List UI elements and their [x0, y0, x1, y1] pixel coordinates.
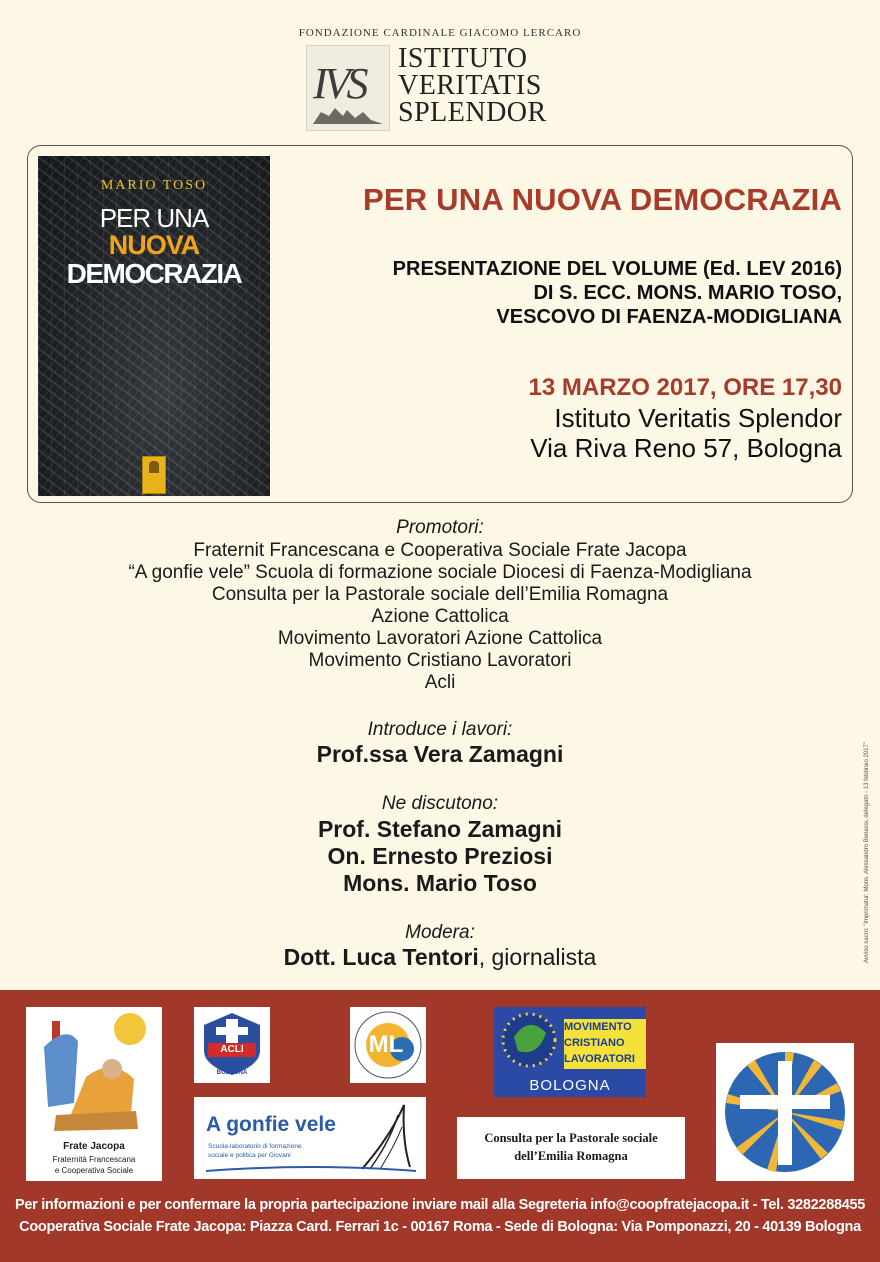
consulta-line-1: Consulta per la Pastorale sociale	[484, 1131, 658, 1145]
modera-label: Modera:	[405, 922, 475, 943]
camel-silhouette-icon	[307, 46, 389, 130]
moderator-role: , giornalista	[478, 944, 597, 970]
introduce-label: Introduce i lavori:	[367, 719, 513, 740]
foundation-name: FONDAZIONE CARDINALE GIACOMO LERCARO	[298, 27, 582, 39]
book-author: MARIO TOSO	[100, 178, 208, 193]
sailboat-icon	[194, 1097, 426, 1179]
mcl-line-3: LAVORATORI	[564, 1053, 635, 1065]
promoter-item: Azione Cattolica	[371, 606, 509, 627]
frate-jacopa-icon	[26, 1007, 162, 1137]
institute-name	[398, 45, 547, 126]
acli-name: ACLI	[220, 1044, 244, 1055]
institute-line-1: ISTITUTO	[398, 43, 528, 74]
mcl-city: BOLOGNA	[529, 1077, 611, 1094]
book-title-line-1: PER UNA	[99, 203, 209, 233]
institute-logo	[306, 45, 584, 129]
frate-jacopa-name: Frate Jacopa	[63, 1141, 125, 1152]
logo-azione-cattolica	[716, 1043, 854, 1181]
promoter-item: Consulta per la Pastorale sociale dell’Emilia Romagna	[211, 584, 669, 605]
gonfie-tagline-1: Scuola-laboratorio di formazione	[208, 1143, 302, 1150]
book-title-line-2: NUOVA	[108, 230, 200, 260]
logo-frate-jacopa	[26, 1007, 162, 1181]
book-title-line-3: DEMOCRAZIA	[66, 258, 242, 289]
promoter-item: Acli	[424, 672, 456, 693]
event-title: PER UNA NUOVA DEMOCRAZIA	[363, 182, 842, 217]
discutono-speaker: On. Ernesto Preziosi	[327, 843, 553, 869]
moderator-name: Dott. Luca Tentori	[283, 944, 479, 970]
gonfie-title: A gonfie vele	[206, 1113, 336, 1136]
ivs-monogram: IVS	[313, 59, 365, 108]
ivs-logo-mark	[306, 45, 390, 131]
footer-info-line: Per informazioni e per confermare la propria partecipazione inviare mail alla Segreteria info@coopfratejacopa.it - Tel. 3282288455	[14, 1197, 866, 1213]
discutono-label: Ne discutono:	[381, 793, 499, 814]
publisher-badge-icon	[142, 456, 166, 494]
frate-jacopa-line-3: e Cooperativa Sociale	[54, 1166, 134, 1175]
discutono-speaker: Prof. Stefano Zamagni	[317, 816, 563, 842]
logo-acli	[194, 1007, 270, 1083]
book-cover	[38, 156, 270, 496]
promoters-label: Promotori:	[396, 517, 484, 538]
frate-jacopa-line-2: Fraternità Francescana	[52, 1155, 136, 1164]
event-subtitle-line-3: VESCOVO DI FAENZA-MODIGLIANA	[496, 306, 842, 328]
logo-mlac	[350, 1007, 426, 1083]
mcl-line-1: MOVIMENTO	[564, 1021, 632, 1033]
acli-city: BOLOGNA	[216, 1070, 248, 1076]
mlac-monogram: ML	[368, 1031, 404, 1058]
promoter-item: “A gonfie vele” Scuola di formazione sociale Diocesi di Faenza-Modigliana	[128, 562, 752, 583]
promoters-list	[0, 540, 880, 694]
introduce-speaker: Prof.ssa Vera Zamagni	[316, 741, 564, 767]
consulta-line-2: dell’Emilia Romagna	[514, 1149, 628, 1163]
moderator-line	[0, 944, 880, 971]
institute-line-2: VERITATIS	[398, 70, 542, 101]
event-subtitle-line-2: DI S. ECC. MONS. MARIO TOSO,	[533, 282, 842, 304]
logo-mcl	[494, 1007, 646, 1097]
promoter-item: Movimento Cristiano Lavoratori	[308, 650, 572, 671]
imprimatur-note: Avviso sacro: "Imprimatur: Mons. Alessandro Benassi, delegato - 13 febbraio 2017"	[864, 742, 870, 963]
azione-cattolica-cross-icon	[716, 1043, 854, 1181]
mcl-globe-icon	[494, 1007, 564, 1073]
institute-line-3: SPLENDOR	[398, 97, 547, 128]
footer-band	[0, 990, 880, 1262]
venue-address: Via Riva Reno 57, Bologna	[530, 433, 842, 463]
mcl-title-panel	[564, 1019, 646, 1069]
event-subtitle-line-1: PRESENTAZIONE DEL VOLUME (Ed. LEV 2016)	[392, 258, 842, 280]
promoter-item: Movimento Lavoratori Azione Cattolica	[277, 628, 603, 649]
gonfie-tagline-2: sociale e politica per Giovani	[208, 1152, 291, 1159]
event-box	[27, 145, 853, 503]
discutono-speaker: Mons. Mario Toso	[343, 870, 537, 896]
event-datetime: 13 MARZO 2017, ORE 17,30	[528, 374, 842, 401]
promoter-item: Fraternit Francescana e Cooperativa Sociale Frate Jacopa	[193, 540, 687, 561]
logo-a-gonfie-vele	[194, 1097, 426, 1179]
footer-address-line: Cooperativa Sociale Frate Jacopa: Piazza Card. Ferrari 1c - 00167 Roma - Sede di Bologna: Via Pomponazzi, 20 - 40139 Bologna	[19, 1219, 861, 1235]
logo-consulta	[457, 1117, 685, 1179]
venue-name: Istituto Veritatis Splendor	[554, 403, 842, 433]
mcl-line-2: CRISTIANO	[564, 1037, 625, 1049]
